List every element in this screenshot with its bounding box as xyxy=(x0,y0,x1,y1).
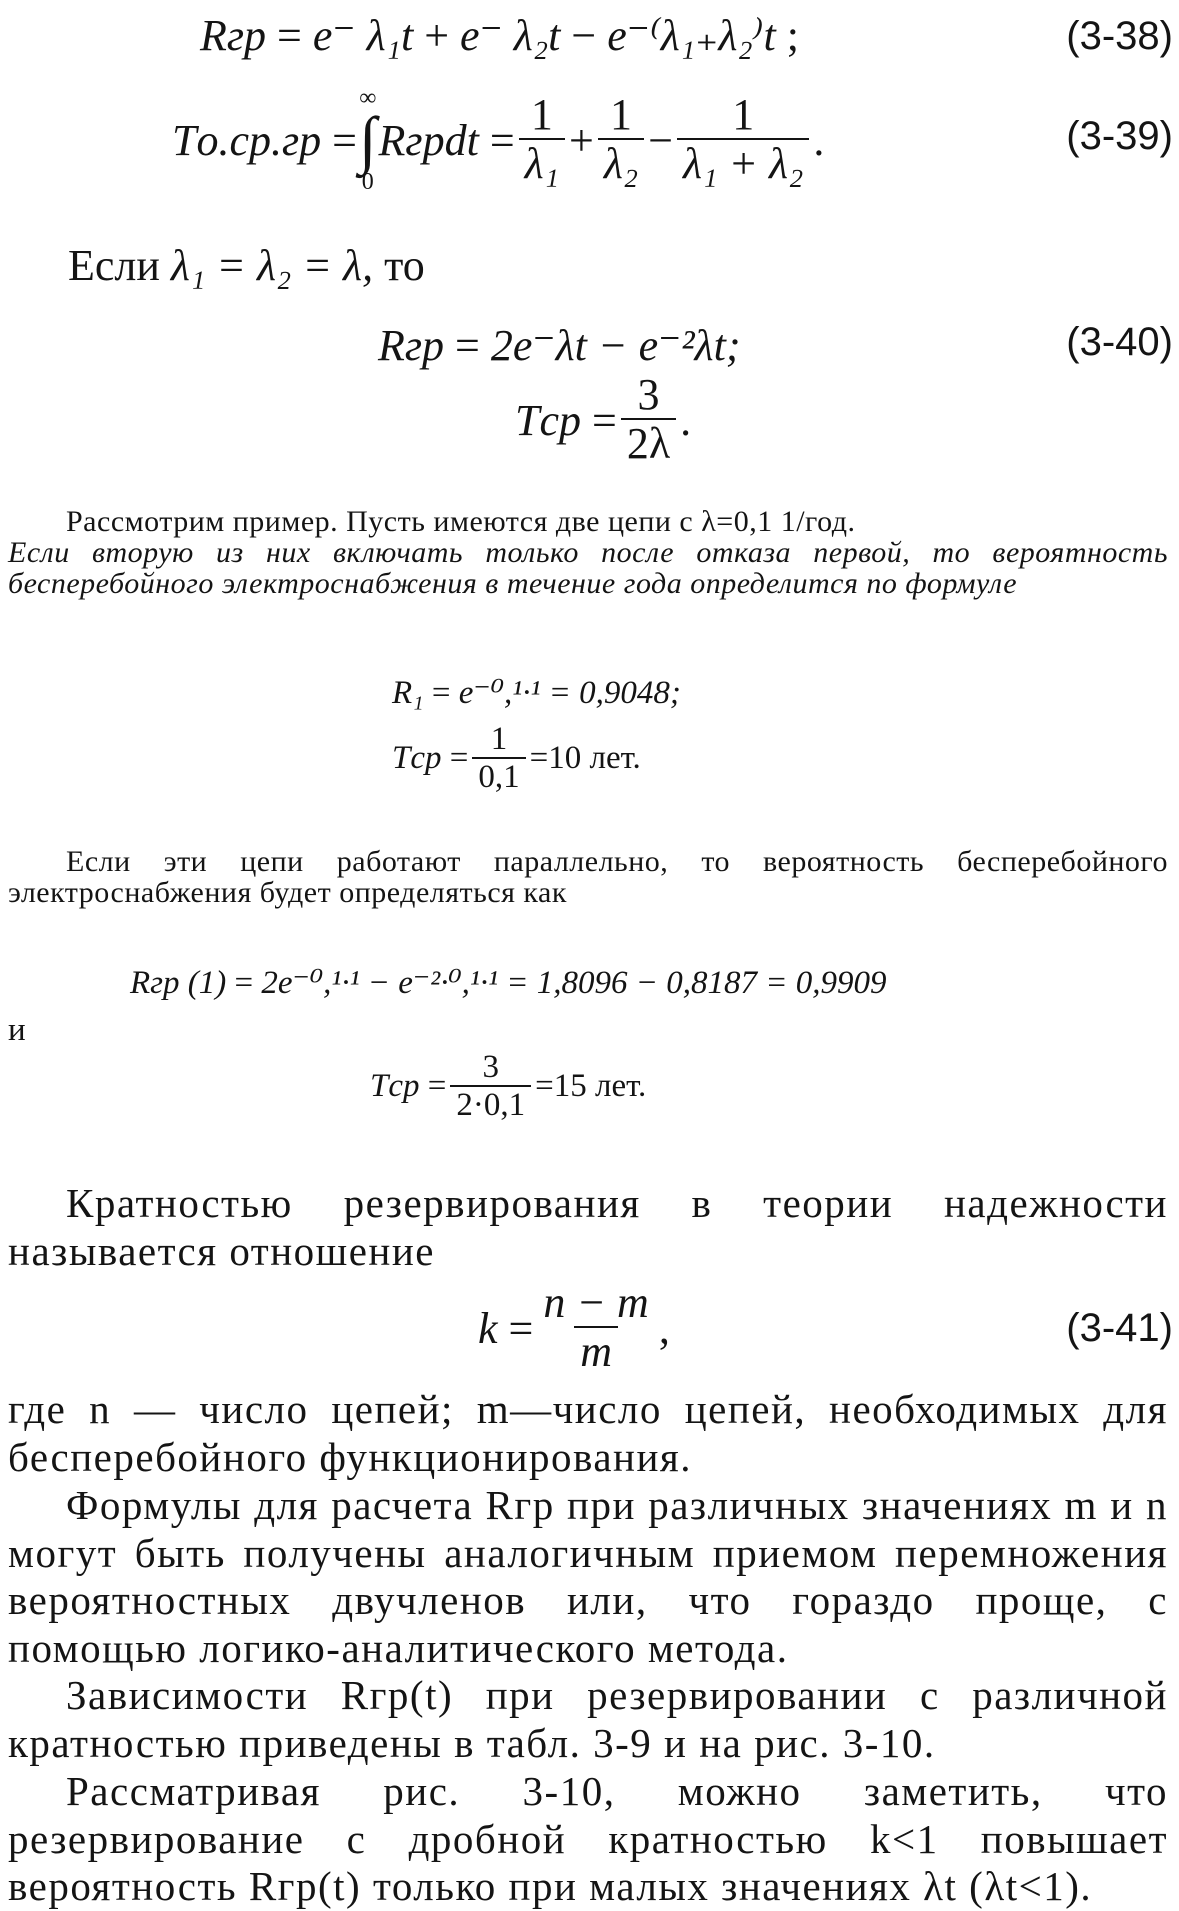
eq-3-38-term2: e⁻ λ₂t xyxy=(460,11,561,60)
fraction-denominator: 2λ xyxy=(621,418,676,468)
fraction-denominator: λ₁ xyxy=(519,138,565,188)
eq-3-38-term1: e⁻ λ₁t xyxy=(312,11,414,60)
fraction-numerator: 1 xyxy=(610,89,632,139)
fraction-numerator: 1 xyxy=(490,721,508,757)
parallel-paragraph: Если эти цепи работают параллельно, то вероятность бесперебойного электроснабжения будет определяться как xyxy=(8,845,1168,909)
parallel-rhs: 2e⁻⁰,¹·¹ − e⁻²·⁰,¹·¹ = 1,8096 − 0,8187 = 0,9909 xyxy=(261,965,887,1001)
formulas-paragraph: Формулы для расчета Rгр при различных значениях m и n могут быть получены аналогичным приемом перемножения вероятностных двучленов или, что гораздо проще, с помощью логико-аналитического метода. xyxy=(8,1482,1168,1671)
example-line-1: Рассмотрим пример. Пусть имеются две цепи с λ=0,1 1/год. xyxy=(66,505,856,538)
fraction-numerator: 1 xyxy=(732,89,755,139)
integral xyxy=(359,86,377,195)
eq-3-40-rhs: 2e⁻λt − e⁻²λt; xyxy=(490,321,741,370)
example-paragraph xyxy=(8,506,1168,599)
example-rest: Если вторую из них включать только после отказа первой, то вероятность бесперебойного электроснабжения в течение года определится по формуле xyxy=(8,536,1168,600)
integral-lower-limit: 0 xyxy=(361,169,374,196)
eq-3-38-lhs: Rгр xyxy=(200,11,267,60)
equation-3-39: Tо.ср.гр = ∞ ∫ 0 Rгрdt = $\frac{1}{\text{λ₁}}$ + $\frac{1}{\text{λ₂}}$ − $\frac{1}{\text{λ₁ + λ₂}}$ . (3-39) xyxy=(172,84,1173,196)
equation-number: (3-39) xyxy=(1066,114,1173,158)
equation-number: (3-38) xyxy=(1066,14,1173,58)
fraction xyxy=(472,722,525,795)
r1-rhs: e⁻⁰,¹·¹ = 0,9048; xyxy=(458,675,681,711)
parallel-tcp-result: 15 лет. xyxy=(553,1067,647,1104)
parallel-lhs: Rгр (1) xyxy=(130,965,227,1001)
where-paragraph: где n — число цепей; m—число цепей, необходимых для бесперебойного функционирования. xyxy=(8,1386,1168,1480)
tcp-lhs: Tср xyxy=(515,395,581,445)
r1-lhs: R₁ xyxy=(392,675,424,711)
condition-formula: λ₁ = λ₂ = λ, xyxy=(170,241,374,290)
fraction xyxy=(677,89,809,189)
condition-text-if: Если xyxy=(68,241,160,290)
eq-3-39-integrand: Rгрdt xyxy=(378,115,479,165)
fraction xyxy=(519,89,565,189)
fraction xyxy=(598,89,644,189)
fraction-denominator: λ₁ + λ₂ xyxy=(677,138,809,188)
ratio-paragraph: Кратностью резервирования в теории надежности называется отношение xyxy=(8,1180,1168,1274)
eq-3-40-lhs: Rгр xyxy=(378,321,445,370)
condition-text-then: то xyxy=(384,241,425,290)
eq-3-41-lhs: k xyxy=(478,1303,498,1353)
integral-upper-limit: ∞ xyxy=(359,84,377,111)
considering-paragraph: Рассматривая рис. 3-10, можно заметить, что резервирование с дробной кратностью k<1 повышает вероятность Rгр(t) только при малых значениях λt (λt<1). xyxy=(8,1768,1168,1909)
fraction-numerator: 3 xyxy=(637,370,660,419)
fraction xyxy=(621,372,676,469)
fraction-denominator: m xyxy=(574,1326,618,1376)
equation-number: (3-40) xyxy=(1066,320,1173,364)
fraction-denominator: 2·0,1 xyxy=(450,1085,531,1123)
fraction-denominator: λ₂ xyxy=(598,138,644,188)
and-word: и xyxy=(8,1012,26,1048)
eq-3-39-lhs: Tо.ср.гр xyxy=(172,115,322,165)
fraction-numerator: 3 xyxy=(482,1049,499,1085)
dependencies-paragraph: Зависимости Rгр(t) при резервировании с различной кратностью приведены в табл. 3-9 и на рис. 3-10. xyxy=(8,1672,1168,1766)
equation-3-41: k = $\frac{n - m}{m}$ , (3-41) xyxy=(478,1277,1173,1376)
parallel-tcp-lhs: Tср xyxy=(370,1067,420,1104)
tcp-example-lhs: Tср xyxy=(392,739,442,776)
tcp-example-result: 10 лет. xyxy=(548,739,641,776)
eq-3-38-term3: e⁻⁽λ₁₊λ₂⁾t xyxy=(607,11,776,60)
fraction xyxy=(450,1050,531,1123)
fraction xyxy=(537,1277,654,1377)
book-page: Rгр = e⁻ λ₁t + e⁻ λ₂t − e⁻⁽λ₁₊λ₂⁾t ; (3-38) Tо.ср.гр = ∞ ∫ 0 Rгрdt = $\frac{1}{\text{λ₁}}$ + $\frac{1}{\text{λ₂}}$ − $\frac{1}{\text{λ₁ + λ₂}}$ . (3-39) Если λ₁ = λ₂ = λ, то Rгр = 2e⁻λt − e⁻²λt; (3-40) Tср = $\frac{3}{2\lambda}$ . Рассмотрим пример. Пусть имеются две цепи с λ=0,1 1/год. Если вторую из них включать только после отказа первой, то вероятность бесперебойного электроснабжения в течение года определится по формуле R₁ = e⁻⁰,¹·¹ = 0,9048; Tср = $\frac{1}{0,1}$ = 10 лет. Если эти цепи работают параллельно, то вероятность бесперебойного электроснабжения будет определяться как Rгр (1) = 2e⁻⁰,¹·¹ − e⁻²·⁰,¹·¹ = 1,8096 − 0,8187 = 0,9909 и Tср = $\frac{3}{2\cdot 0,1}$ = 15 лет. Кратностью резервирования в теории надежности называется отношение k = $\frac{n - m}{m}$ , (3-41) где n — число цепей; m—число цепей, необходимых для бесперебойного функционирования. Формулы для расчета Rгр при различных значениях m и n могут быть получены аналогичным приемом перемножения вероятностных двучленов или, что гораздо проще, с помощью логико-аналитического метода. Зависимости Rгр(t) при резервировании с различной кратностью приведены в табл. 3-9 и на рис. 3-10. Рассматривая рис. 3-10, можно заметить, что резервирование с дробной кратностью k<1 повышает вероятность Rгр(t) только при малых значениях λt (λt<1). xyxy=(0,0,1179,1889)
equation-number: (3-41) xyxy=(1066,1306,1173,1350)
fraction-denominator: 0,1 xyxy=(472,757,525,795)
integral-sign-icon: ∫ xyxy=(359,103,377,175)
fraction-numerator: n − m xyxy=(543,1277,649,1327)
equation-3-38: Rгр = e⁻ λ₁t + e⁻ λ₂t − e⁻⁽λ₁₊λ₂⁾t ; (3-38) xyxy=(200,11,1173,60)
fraction-numerator: 1 xyxy=(530,89,553,139)
